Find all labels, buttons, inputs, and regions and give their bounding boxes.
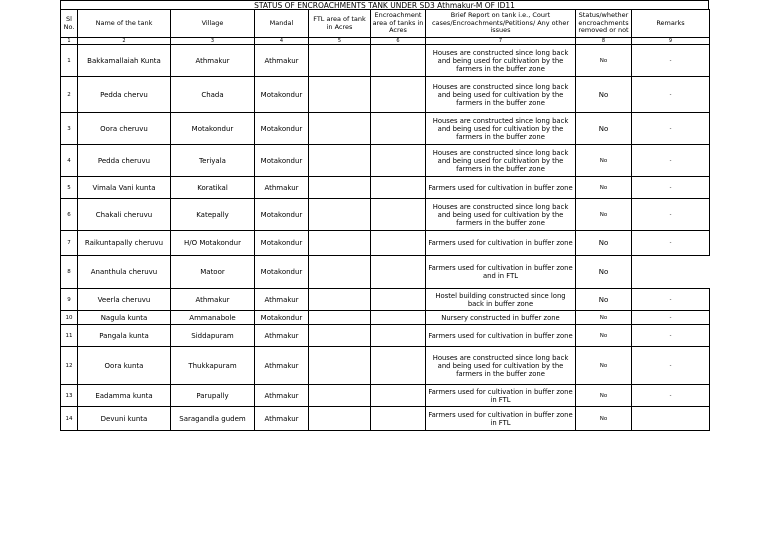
- cell-village: Thukkapuram: [171, 347, 255, 385]
- cell-encroachment-area: [371, 311, 426, 325]
- index-cell: 1: [61, 38, 78, 45]
- cell-sl: 13: [61, 385, 78, 407]
- cell-encroachment-area: [371, 77, 426, 113]
- cell-sl: 6: [61, 199, 78, 231]
- cell-encroachment-area: [371, 289, 426, 311]
- sheet-title: STATUS OF ENCROACHMENTS TANK UNDER SD3 Athmakur-M OF ID11: [60, 0, 709, 9]
- cell-remarks: [632, 256, 710, 289]
- cell-mandal: Motakondur: [255, 231, 309, 256]
- cell-name: Raikuntapally cheruvu: [78, 231, 171, 256]
- cell-name: Pedda chervu: [78, 77, 171, 113]
- cell-brief: Farmers used for cultivation in buffer zone in FTL: [426, 407, 576, 431]
- cell-brief: Houses are constructed since long back and being used for cultivation by the farmers in the buffer zone: [426, 45, 576, 77]
- table-row: [61, 347, 710, 385]
- cell-brief: Farmers used for cultivation in buffer zone: [426, 231, 576, 256]
- cell-name: Oora kunta: [78, 347, 171, 385]
- table-row: [61, 385, 710, 407]
- cell-mandal: Motakondur: [255, 113, 309, 145]
- column-index-row: [61, 38, 710, 45]
- table-row: [61, 145, 710, 177]
- cell-ftl: [309, 177, 371, 199]
- cell-brief: Farmers used for cultivation in buffer zone in FTL: [426, 385, 576, 407]
- cell-remarks: -: [632, 231, 710, 256]
- cell-village: Motakondur: [171, 113, 255, 145]
- cell-mandal: Motakondur: [255, 145, 309, 177]
- cell-brief: Farmers used for cultivation in buffer zone: [426, 325, 576, 347]
- cell-sl: 10: [61, 311, 78, 325]
- cell-name: Veerla cheruvu: [78, 289, 171, 311]
- cell-status: No: [576, 311, 632, 325]
- header-name: Name of the tank: [78, 10, 171, 38]
- cell-encroachment-area: [371, 256, 426, 289]
- cell-mandal: Athmakur: [255, 347, 309, 385]
- cell-remarks: [632, 407, 710, 431]
- cell-encroachment-area: [371, 385, 426, 407]
- cell-mandal: Athmakur: [255, 385, 309, 407]
- cell-village: Athmakur: [171, 45, 255, 77]
- cell-name: Bakkamallaiah Kunta: [78, 45, 171, 77]
- cell-status: No: [576, 347, 632, 385]
- cell-brief: Hostel building constructed since long back in buffer zone: [426, 289, 576, 311]
- cell-name: Devuni kunta: [78, 407, 171, 431]
- cell-encroachment-area: [371, 145, 426, 177]
- cell-mandal: Athmakur: [255, 289, 309, 311]
- cell-mandal: Athmakur: [255, 177, 309, 199]
- cell-brief: Houses are constructed since long back and being used for cultivation by the farmers in the buffer zone: [426, 347, 576, 385]
- header-brief: Brief Report on tank i.e., Court cases/Encroachments/Petitions/ Any other issues: [426, 10, 576, 38]
- header-encroachment: Encroachment area of tanks in Acres: [371, 10, 426, 38]
- cell-ftl: [309, 325, 371, 347]
- table-row: [61, 256, 710, 289]
- cell-status: No: [576, 77, 632, 113]
- cell-encroachment-area: [371, 45, 426, 77]
- cell-brief: Houses are constructed since long back and being used for cultivation by the farmers in the buffer zone: [426, 77, 576, 113]
- header-mandal: Mandal: [255, 10, 309, 38]
- cell-ftl: [309, 113, 371, 145]
- cell-remarks: -: [632, 77, 710, 113]
- cell-mandal: Motakondur: [255, 311, 309, 325]
- cell-encroachment-area: [371, 347, 426, 385]
- cell-village: Koratikal: [171, 177, 255, 199]
- table-row: [61, 177, 710, 199]
- cell-village: H/O Motakondur: [171, 231, 255, 256]
- cell-status: No: [576, 199, 632, 231]
- encroachment-table: [60, 9, 710, 431]
- cell-encroachment-area: [371, 113, 426, 145]
- cell-mandal: Motakondur: [255, 77, 309, 113]
- cell-encroachment-area: [371, 231, 426, 256]
- cell-name: Pangala kunta: [78, 325, 171, 347]
- cell-village: Parupally: [171, 385, 255, 407]
- index-cell: 8: [576, 38, 632, 45]
- cell-status: No: [576, 385, 632, 407]
- cell-name: Vimala Vani kunta: [78, 177, 171, 199]
- index-cell: 4: [255, 38, 309, 45]
- header-sl: Sl No.: [61, 10, 78, 38]
- cell-remarks: -: [632, 145, 710, 177]
- cell-village: Matoor: [171, 256, 255, 289]
- table-row: [61, 311, 710, 325]
- cell-remarks: -: [632, 177, 710, 199]
- cell-sl: 12: [61, 347, 78, 385]
- cell-village: Katepally: [171, 199, 255, 231]
- index-cell: 6: [371, 38, 426, 45]
- cell-brief: Houses are constructed since long back and being used for cultivation by the farmers in the buffer zone: [426, 145, 576, 177]
- cell-ftl: [309, 256, 371, 289]
- cell-ftl: [309, 77, 371, 113]
- cell-remarks: -: [632, 45, 710, 77]
- cell-encroachment-area: [371, 199, 426, 231]
- cell-remarks: -: [632, 289, 710, 311]
- cell-name: Eadamma kunta: [78, 385, 171, 407]
- cell-sl: 5: [61, 177, 78, 199]
- cell-encroachment-area: [371, 407, 426, 431]
- cell-village: Siddapuram: [171, 325, 255, 347]
- cell-remarks: -: [632, 113, 710, 145]
- index-cell: 3: [171, 38, 255, 45]
- table-row: [61, 231, 710, 256]
- cell-sl: 8: [61, 256, 78, 289]
- cell-sl: 2: [61, 77, 78, 113]
- cell-sl: 7: [61, 231, 78, 256]
- header-row: [61, 10, 710, 38]
- cell-brief: Farmers used for cultivation in buffer zone and in FTL: [426, 256, 576, 289]
- cell-remarks: -: [632, 325, 710, 347]
- cell-name: Nagula kunta: [78, 311, 171, 325]
- table-row: [61, 325, 710, 347]
- index-cell: 5: [309, 38, 371, 45]
- index-cell: 2: [78, 38, 171, 45]
- cell-sl: 4: [61, 145, 78, 177]
- table-row: [61, 199, 710, 231]
- cell-status: No: [576, 256, 632, 289]
- cell-sl: 3: [61, 113, 78, 145]
- cell-ftl: [309, 311, 371, 325]
- cell-remarks: -: [632, 199, 710, 231]
- header-status: Status/whether encroachments removed or not: [576, 10, 632, 38]
- cell-village: Saragandla gudem: [171, 407, 255, 431]
- cell-ftl: [309, 347, 371, 385]
- cell-remarks: -: [632, 385, 710, 407]
- cell-remarks: -: [632, 347, 710, 385]
- cell-brief: Nursery constructed in buffer zone: [426, 311, 576, 325]
- cell-ftl: [309, 145, 371, 177]
- table-row: [61, 289, 710, 311]
- cell-status: No: [576, 145, 632, 177]
- cell-name: Pedda cheruvu: [78, 145, 171, 177]
- cell-name: Oora cheruvu: [78, 113, 171, 145]
- cell-sl: 11: [61, 325, 78, 347]
- index-cell: 9: [632, 38, 710, 45]
- header-ftl: FTL area of tank in Acres: [309, 10, 371, 38]
- cell-remarks: -: [632, 311, 710, 325]
- cell-village: Athmakur: [171, 289, 255, 311]
- cell-name: Ananthula cheruvu: [78, 256, 171, 289]
- cell-status: No: [576, 231, 632, 256]
- cell-sl: 1: [61, 45, 78, 77]
- table-row: [61, 77, 710, 113]
- cell-name: Chakali cheruvu: [78, 199, 171, 231]
- cell-village: Teriyala: [171, 145, 255, 177]
- cell-ftl: [309, 289, 371, 311]
- cell-mandal: Motakondur: [255, 199, 309, 231]
- cell-brief: Houses are constructed since long back and being used for cultivation by the farmers in the buffer zone: [426, 113, 576, 145]
- cell-brief: Houses are constructed since long back and being used for cultivation by the farmers in the buffer zone: [426, 199, 576, 231]
- cell-mandal: Athmakur: [255, 325, 309, 347]
- cell-ftl: [309, 231, 371, 256]
- cell-encroachment-area: [371, 325, 426, 347]
- header-remarks: Remarks: [632, 10, 710, 38]
- table-row: [61, 45, 710, 77]
- cell-ftl: [309, 199, 371, 231]
- header-village: Village: [171, 10, 255, 38]
- cell-ftl: [309, 385, 371, 407]
- cell-brief: Farmers used for cultivation in buffer zone: [426, 177, 576, 199]
- cell-village: Ammanabole: [171, 311, 255, 325]
- cell-mandal: Athmakur: [255, 407, 309, 431]
- cell-status: No: [576, 177, 632, 199]
- table-row: [61, 113, 710, 145]
- cell-status: No: [576, 325, 632, 347]
- cell-status: No: [576, 113, 632, 145]
- cell-mandal: Athmakur: [255, 45, 309, 77]
- cell-status: No: [576, 407, 632, 431]
- encroachment-sheet: [60, 0, 709, 431]
- cell-encroachment-area: [371, 177, 426, 199]
- cell-village: Chada: [171, 77, 255, 113]
- index-cell: 7: [426, 38, 576, 45]
- cell-ftl: [309, 407, 371, 431]
- cell-sl: 9: [61, 289, 78, 311]
- table-row: [61, 407, 710, 431]
- cell-status: No: [576, 45, 632, 77]
- cell-sl: 14: [61, 407, 78, 431]
- cell-mandal: Motakondur: [255, 256, 309, 289]
- cell-status: No: [576, 289, 632, 311]
- cell-ftl: [309, 45, 371, 77]
